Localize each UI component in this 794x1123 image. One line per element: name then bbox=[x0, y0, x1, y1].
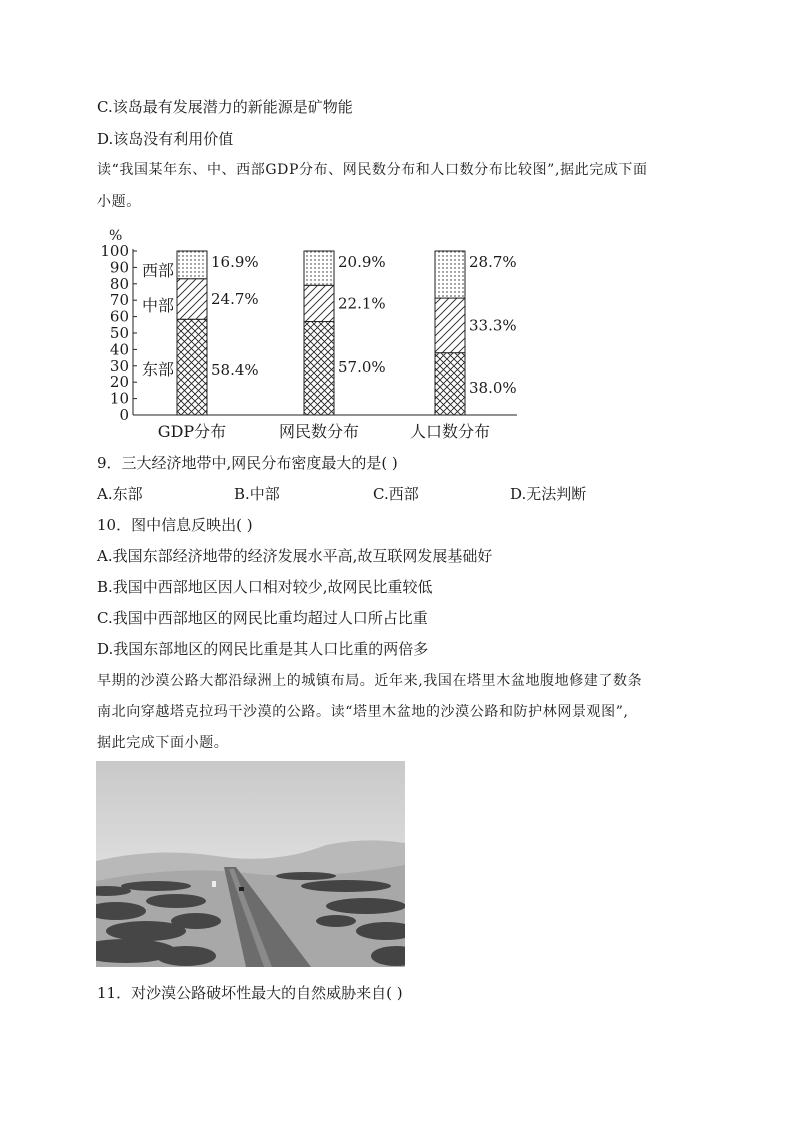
q10-option-d: D.我国东部地区的网民比重是其人口比重的两倍多 bbox=[97, 640, 429, 658]
y-axis-unit: % bbox=[109, 228, 123, 244]
category-label: 网民数分布 bbox=[278, 422, 360, 441]
question-9: 9．三大经济地带中,网民分布密度最大的是( ) bbox=[97, 454, 398, 472]
bar-segment-crosshatch bbox=[304, 322, 334, 415]
intro-paragraph-1-line-1: 读“我国某年东、中、西部GDP分布、网民数分布和人口数分布比较图”,据此完成下面 bbox=[97, 162, 648, 178]
intro-paragraph-1-line-2: 小题。 bbox=[97, 194, 141, 210]
series-label: 东部 bbox=[141, 360, 174, 379]
bar-segment-diagonal bbox=[435, 298, 465, 353]
intro-paragraph-2-line-1: 早期的沙漠公路大都沿绿洲上的城镇布局。近年来,我国在塔里木盆地腹地修建了数条 bbox=[97, 673, 643, 689]
question-10: 10．图中信息反映出( ) bbox=[97, 516, 253, 534]
intro-paragraph-2-line-3: 据此完成下面小题。 bbox=[97, 735, 229, 751]
q9-option-a: A.东部 bbox=[97, 485, 143, 503]
data-label: 33.3% bbox=[469, 316, 517, 335]
y-tick-label: 70 bbox=[109, 291, 129, 310]
desert-road-photo bbox=[96, 761, 405, 967]
q9-option-b: B.中部 bbox=[234, 485, 280, 503]
distribution-chart bbox=[97, 226, 537, 444]
y-tick-label: 60 bbox=[109, 307, 129, 326]
q10-option-b: B.我国中西部地区因人口相对较少,故网民比重较低 bbox=[97, 578, 433, 596]
y-tick-label: 80 bbox=[109, 274, 129, 293]
y-tick-label: 30 bbox=[109, 356, 129, 375]
data-label: 57.0% bbox=[338, 358, 386, 376]
bar-segment-crosshatch bbox=[435, 353, 465, 415]
y-tick-label: 100 bbox=[100, 242, 129, 260]
intro-paragraph-2-line-2: 南北向穿越塔克拉玛干沙漠的公路。读“塔里木盆地的沙漠公路和防护林网景观图”, bbox=[97, 704, 629, 720]
question-11: 11．对沙漠公路破坏性最大的自然威胁来自( ) bbox=[97, 984, 403, 1002]
data-label: 28.7% bbox=[469, 253, 517, 271]
data-label: 20.9% bbox=[338, 253, 386, 271]
q10-option-c: C.我国中西部地区的网民比重均超过人口所占比重 bbox=[97, 609, 428, 627]
photo-sign bbox=[212, 881, 216, 887]
photo-car bbox=[239, 887, 244, 891]
y-tick-label: 0 bbox=[119, 406, 129, 424]
bar-segment-dots bbox=[177, 251, 207, 279]
q8-option-c: C.该岛最有发展潜力的新能源是矿物能 bbox=[97, 98, 353, 116]
y-tick-label: 20 bbox=[109, 373, 129, 392]
data-label: 58.4% bbox=[211, 361, 259, 379]
bar-segment-diagonal bbox=[177, 279, 207, 320]
bar-segment-crosshatch bbox=[177, 319, 207, 415]
y-tick-label: 40 bbox=[109, 340, 129, 359]
q10-option-a: A.我国东部经济地带的经济发展水平高,故互联网发展基础好 bbox=[97, 547, 493, 565]
bar-segment-dots bbox=[304, 251, 334, 285]
data-label: 38.0% bbox=[469, 379, 517, 397]
data-label: 24.7% bbox=[211, 289, 259, 308]
data-label: 16.9% bbox=[211, 253, 259, 271]
q9-option-d: D.无法判断 bbox=[510, 485, 587, 503]
series-label: 西部 bbox=[141, 261, 174, 280]
data-label: 22.1% bbox=[338, 294, 386, 313]
category-label: 人口数分布 bbox=[409, 422, 491, 441]
q8-option-d: D.该岛没有利用价值 bbox=[97, 130, 234, 148]
category-label: GDP分布 bbox=[157, 422, 227, 441]
y-tick-label: 50 bbox=[109, 324, 129, 342]
y-tick-label: 90 bbox=[109, 258, 129, 277]
y-tick-label: 10 bbox=[109, 389, 129, 408]
series-label: 中部 bbox=[141, 296, 174, 315]
bar-segment-dots bbox=[435, 251, 465, 298]
q9-option-c: C.西部 bbox=[373, 485, 419, 503]
bar-segment-diagonal bbox=[304, 285, 334, 321]
